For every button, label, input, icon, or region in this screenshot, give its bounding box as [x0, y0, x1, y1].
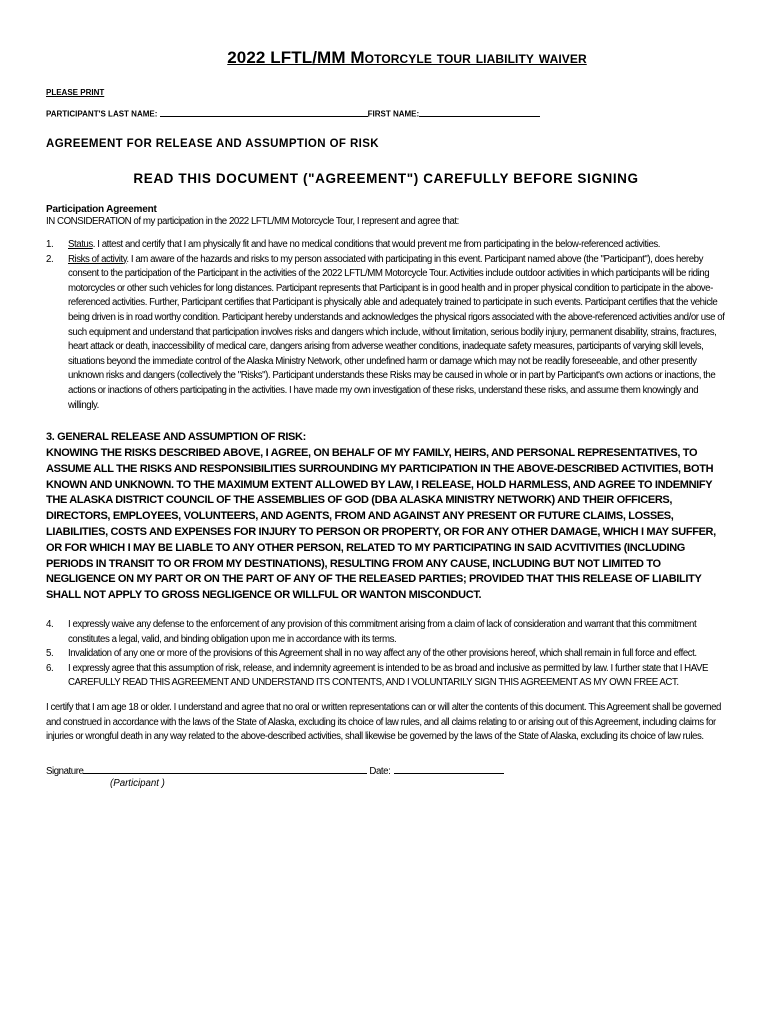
- list-item-number: 2.: [46, 253, 54, 265]
- list-item-number: 4.: [46, 618, 54, 630]
- read-carefully-heading: READ THIS DOCUMENT ("AGREEMENT") CAREFULLY BEFORE SIGNING: [133, 170, 639, 186]
- signature-row: [46, 764, 726, 778]
- list-item-waiver-defense: [46, 618, 726, 647]
- participant-caption: (Participant ): [110, 777, 165, 789]
- please-print-note: PLEASE PRINT: [46, 88, 105, 97]
- list-item-number: 1.: [46, 239, 54, 251]
- numbered-list-2: [46, 618, 726, 691]
- general-release-heading: 3. GENERAL RELEASE AND ASSUMPTION OF RISK:: [46, 431, 306, 444]
- document-title: [88, 48, 726, 68]
- first-name-label: FIRST NAME:: [367, 109, 420, 119]
- certify-paragraph: I certify that I am age 18 or older. I understand and agree that no oral or written representations can or will alter the contents of this document. This Agreement shall be governed and construed in accordance with the laws of the State of Alaska, excluding its choice of law rules, and all claims relating to or arising out of this Agreement, including claims for injuries or wrongful death in any way related to the above-described activities, shall likewise be governed by the laws of the State of Alaska, excluding its choice of law rules.: [46, 701, 721, 743]
- risks-text: . I am aware of the hazards and risks to my person associated with participating in this event. Participant named above (the "Participant"), does hereby consent to the participation of the Participant in the activities of the 2022 LFTL/MM Motorcycle Tour. Activities include outdoor activities in which participants will be riding motorcycles or other such vehicles for long distances. Participant represents that Participant is in good health and in proper physical condition to participate in the above-referenced activities. Further, Participant certifies that Participant is physically able and adequately trained to participate in such events. Participant certifies that the vehicle being driven is in road worthy condition. Participant hereby understands and acknowledges the physical rigors associated with the above-referenced activities and/or use of such equipment and understand that participation involves risks and dangers which include, without limitation, serious bodily injury, permanent disability, strains, fractures, heart attack or death, inaccessibility of medical care, dangers arising from adverse weather conditions, inadequate safety measures, participants of varying skill levels, situations beyond the immediate control of the Alaska Ministry Network, other undefined harm or damage which may not be readily foreseeable, and other presently unknown risks and dangers (collectively the "Risks"). Participant understands these Risks may be caused in whole or in part by Participant's own actions or inactions, the actions or inactions of others participating in the activities. I have made my own investigation of these risks, understand these risks, and assume them knowingly and willingly.: [68, 253, 725, 411]
- status-lead: Status: [68, 239, 93, 251]
- general-release-section: [46, 430, 726, 604]
- invalidation-text: Invalidation of any one or more of the provisions of this Agreement shall in no way affect any of the other provisions hereof, which shall remain in full force and effect.: [68, 648, 697, 660]
- date-label: Date:: [369, 765, 391, 777]
- title-main: 2022 LFTL/MM M: [227, 48, 365, 67]
- general-release-body: KNOWING THE RISKS DESCRIBED ABOVE, I AGREE, ON BEHALF OF MY FAMILY, HEIRS, AND PERSONAL REPRESENTATIVES, TO ASSUME ALL THE RISKS AND RESPONSIBILITIES SURROUNDING MY PARTICIPATION IN THE ABOVE-DESCRIBED ACTIVITIES, BOTH KNOWN AND UNKNOWN. TO THE MAXIMUM EXTENT ALLOWED BY LAW, I RELEASE, HOLD HARMLESS, AND AGREE TO INDEMNIFY THE ALASKA DISTRICT COUNCIL OF THE ASSEMBLIES OF GOD (DBA ALASKA MINISTRY NETWORK) AND THEIR OFFICERS, DIRECTORS, EMPLOYEES, VOLUNTEERS, AND AGENTS, FROM AND AGAINST ANY PRESENT OR FUTURE CLAIMS, LOSSES, LIABILITIES, COSTS AND EXPENSES FOR INJURY TO PERSON OR PROPERTY, OR FOR ANY OTHER DAMAGE, WHICH I MAY SUFFER, OR FOR WHICH I MAY BE LIABLE TO ANY OTHER PERSON, RELATED TO MY PARTICIPATING IN SAID ACVITIVITIES (INCLUDING PERIODS IN TRANSIT TO OR FROM MY DESTINATIONS), RESULTING FROM ANY CAUSE, INCLUDING BUT NOT LIMITED TO NEGLIGENCE ON MY PART OR ON THE PART OF ANY OF THE RELEASED PARTIES; PROVIDED THAT THIS RELEASE OF LIABILITY SHALL NOT APPLY TO GROSS NEGLIGENCE OR WILLFUL OR WANTON MISCONDUCT.: [46, 447, 716, 602]
- list-item-number: 5.: [46, 648, 54, 660]
- name-fields-row: [46, 109, 726, 119]
- last-name-input[interactable]: [160, 109, 368, 118]
- last-name-label: PARTICIPANT'S LAST NAME:: [46, 109, 158, 119]
- list-item-broad-agreement: [46, 662, 726, 691]
- risks-lead: Risks of activity: [68, 253, 127, 265]
- list-item-risks: [46, 253, 726, 414]
- broad-agreement-text: I expressly agree that this assumption of risk, release, and indemnity agreement is intended to be as broad and inclusive as permitted by law. I further state that I HAVE CAREFULLY READ THIS AGREEMENT AND UNDERSTAND ITS CONTENTS, AND I VOLUNTARILY SIGN THIS AGREEMENT AS MY OWN FREE ACT.: [68, 662, 709, 689]
- status-text: . I attest and certify that I am physically fit and have no medical conditions that would prevent me from participating in the below-referenced activities.: [92, 239, 661, 251]
- list-item-invalidation: [46, 647, 726, 662]
- participation-intro: IN CONSIDERATION of my participation in the 2022 LFTL/MM Motorcycle Tour, I represent and agree that:: [46, 215, 459, 227]
- participation-heading: Participation Agreement: [46, 203, 157, 215]
- waiver-defense-text: I expressly waive any defense to the enforcement of any provision of this commitment arising from a claim of lack of consideration and warrant that this commitment constitutes a legal, valid, and binding obligation upon me in accordance with its terms.: [68, 618, 697, 645]
- first-name-field[interactable]: [419, 109, 540, 117]
- numbered-list-1: [46, 238, 726, 413]
- list-item-status: [46, 238, 726, 253]
- waiver-document: [46, 48, 726, 789]
- first-name-input[interactable]: [419, 109, 540, 118]
- title-rest: otorcyle tour liability waiver: [364, 48, 587, 67]
- signature-label: Signature: [46, 765, 84, 777]
- date-field[interactable]: [394, 764, 504, 774]
- list-item-number: 6.: [46, 662, 54, 674]
- agreement-heading: AGREEMENT FOR RELEASE AND ASSUMPTION OF RISK: [46, 137, 380, 150]
- last-name-field[interactable]: [160, 109, 368, 117]
- signature-field[interactable]: [83, 764, 367, 774]
